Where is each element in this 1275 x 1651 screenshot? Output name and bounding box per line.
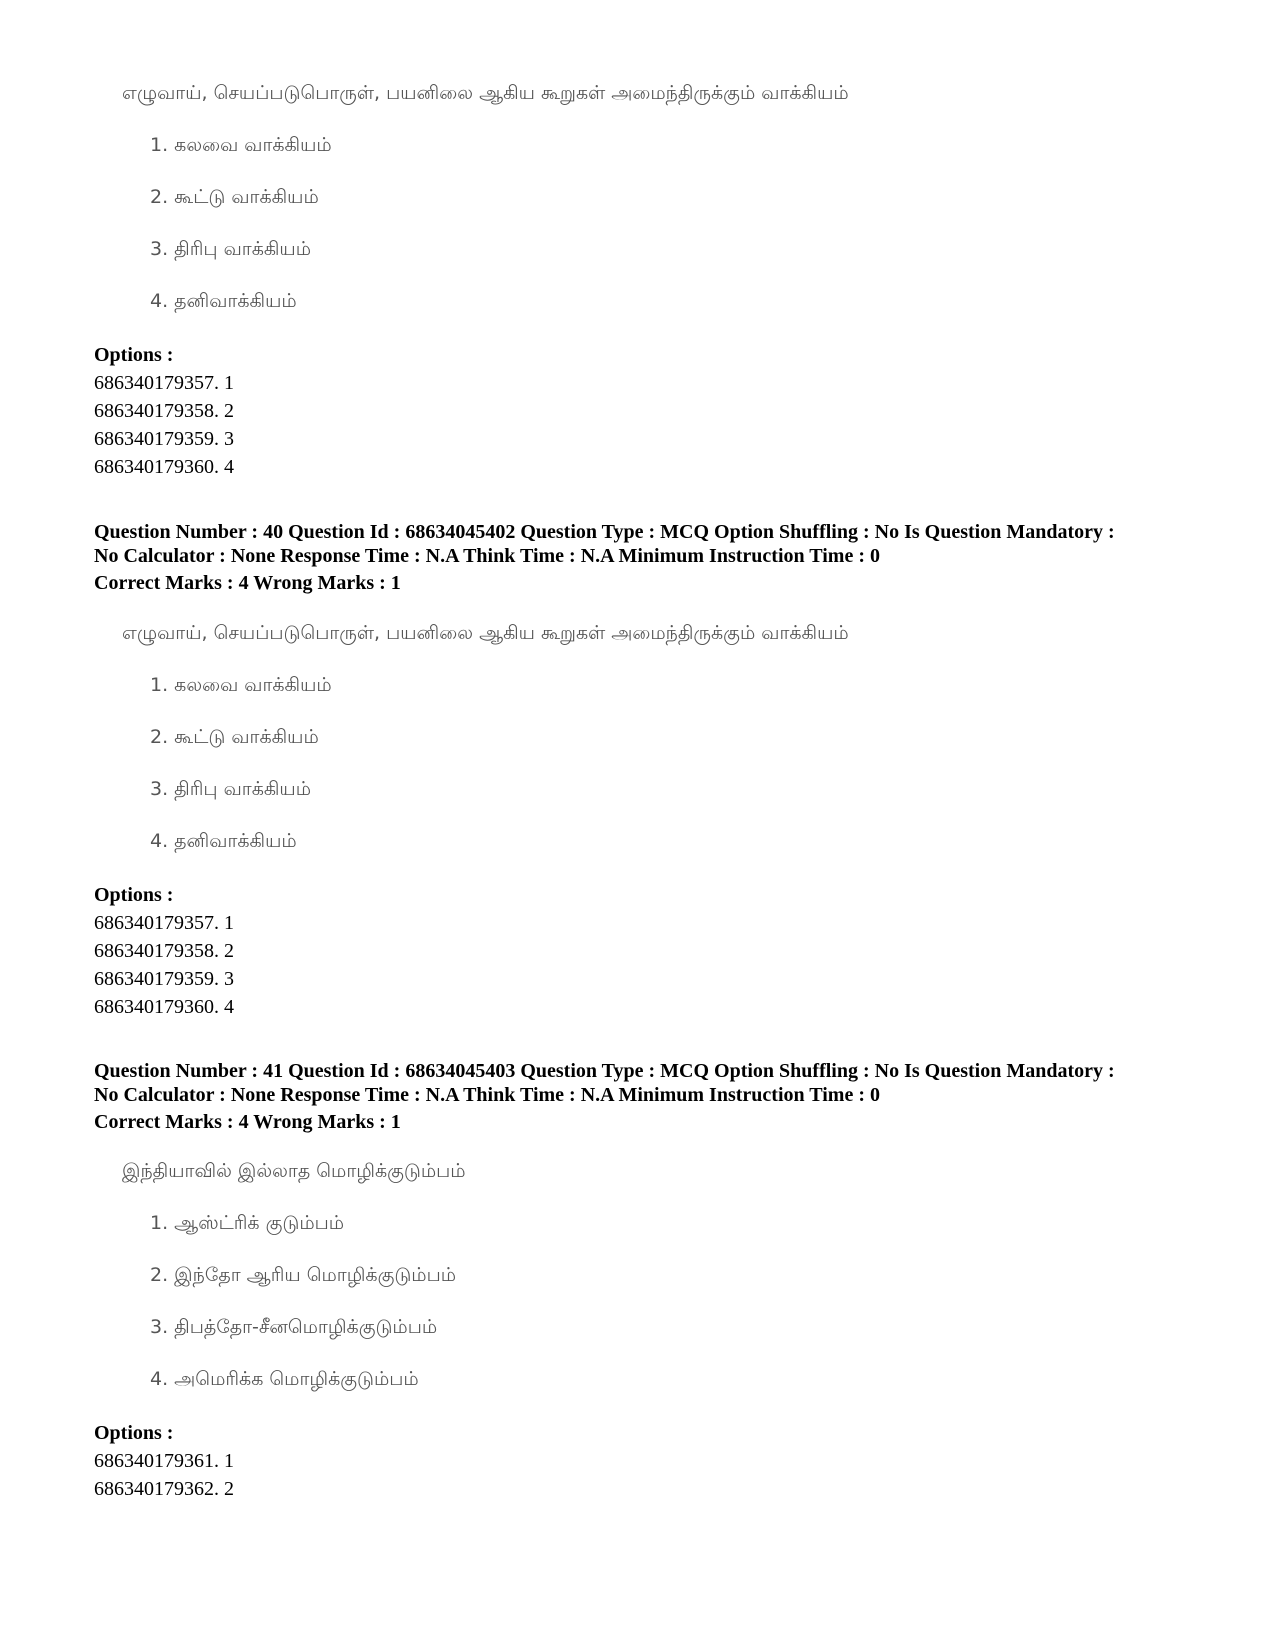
question-text: எழுவாய், செயப்படுபொருள், பயனிலை ஆகிய கூறுகள் அமைந்திருக்கும் வாக்கியம்	[122, 82, 849, 104]
question-meta-line2: No Calculator : None Response Time : N.A Think Time : N.A Minimum Instruction Time : 0	[94, 545, 880, 567]
option-line: 686340179357. 1	[94, 372, 234, 394]
options-heading: Options :	[94, 344, 174, 366]
option-line: 686340179361. 1	[94, 1450, 234, 1472]
choice-item: 2. கூட்டு வாக்கியம்	[150, 726, 319, 748]
choice-item: 2. இந்தோ ஆரிய மொழிக்குடும்பம்	[150, 1264, 457, 1286]
question-marks: Correct Marks : 4 Wrong Marks : 1	[94, 572, 401, 594]
question-text: எழுவாய், செயப்படுபொருள், பயனிலை ஆகிய கூறுகள் அமைந்திருக்கும் வாக்கியம்	[122, 622, 849, 644]
question-marks: Correct Marks : 4 Wrong Marks : 1	[94, 1111, 401, 1133]
choice-item: 3. திபத்தோ-சீனமொழிக்குடும்பம்	[150, 1316, 438, 1338]
choice-item: 3. திரிபு வாக்கியம்	[150, 238, 311, 260]
question-meta-line1: Question Number : 40 Question Id : 68634045402 Question Type : MCQ Option Shuffling : No Is Question Mandatory :	[94, 521, 1115, 543]
choice-item: 1. கலவை வாக்கியம்	[150, 134, 332, 156]
option-line: 686340179360. 4	[94, 456, 234, 478]
option-line: 686340179358. 2	[94, 940, 234, 962]
option-line: 686340179359. 3	[94, 968, 234, 990]
option-line: 686340179359. 3	[94, 428, 234, 450]
option-line: 686340179357. 1	[94, 912, 234, 934]
question-meta-line1: Question Number : 41 Question Id : 68634045403 Question Type : MCQ Option Shuffling : No Is Question Mandatory :	[94, 1060, 1115, 1082]
choice-item: 4. அமெரிக்க மொழிக்குடும்பம்	[150, 1368, 419, 1390]
options-heading: Options :	[94, 1422, 174, 1444]
choice-item: 2. கூட்டு வாக்கியம்	[150, 186, 319, 208]
option-line: 686340179358. 2	[94, 400, 234, 422]
options-heading: Options :	[94, 884, 174, 906]
question-text: இந்தியாவில் இல்லாத மொழிக்குடும்பம்	[122, 1160, 466, 1182]
choice-item: 4. தனிவாக்கியம்	[150, 290, 297, 312]
option-line: 686340179360. 4	[94, 996, 234, 1018]
choice-item: 3. திரிபு வாக்கியம்	[150, 778, 311, 800]
question-meta-line2: No Calculator : None Response Time : N.A Think Time : N.A Minimum Instruction Time : 0	[94, 1084, 880, 1106]
choice-item: 1. கலவை வாக்கியம்	[150, 674, 332, 696]
option-line: 686340179362. 2	[94, 1478, 234, 1500]
choice-item: 1. ஆஸ்ட்ரிக் குடும்பம்	[150, 1212, 345, 1234]
choice-item: 4. தனிவாக்கியம்	[150, 830, 297, 852]
